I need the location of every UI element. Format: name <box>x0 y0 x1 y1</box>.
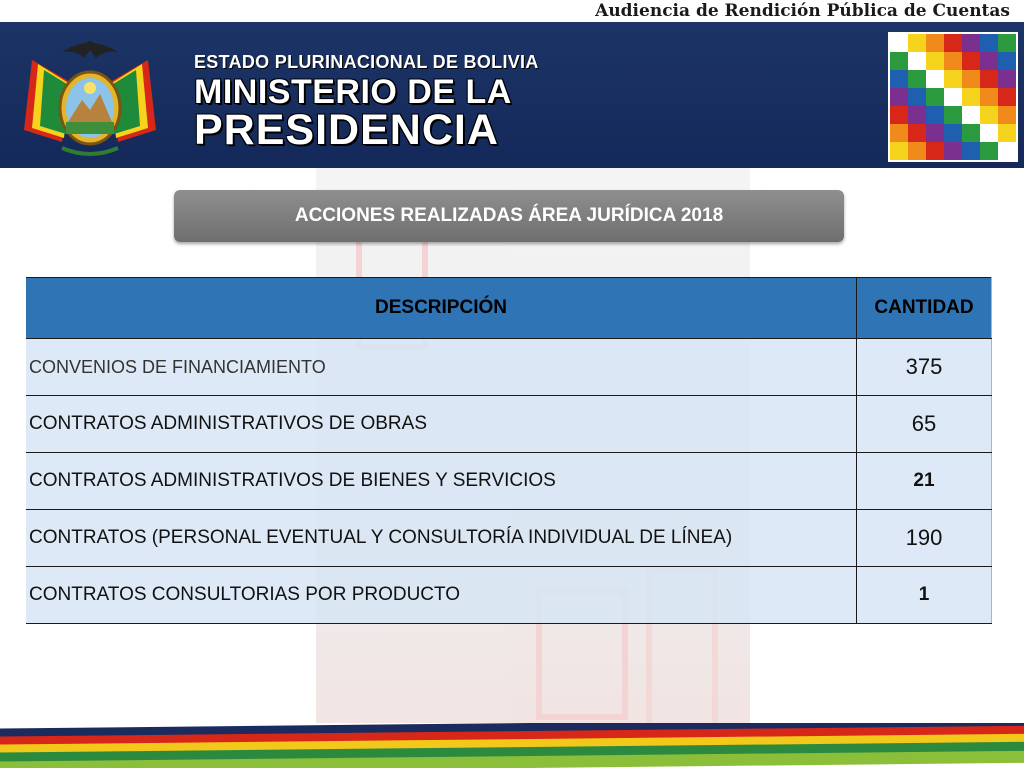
wiphala-cell <box>998 70 1016 88</box>
table-header-row <box>26 278 992 339</box>
ministry-name-line1: MINISTERIO DE LA <box>194 73 512 111</box>
wiphala-cell <box>890 88 908 106</box>
top-strip <box>0 0 1024 22</box>
wiphala-cell <box>962 106 980 124</box>
wiphala-cell <box>908 106 926 124</box>
state-name: ESTADO PLURINACIONAL DE BOLIVIA <box>194 52 539 72</box>
wiphala-cell <box>962 34 980 52</box>
section-title: ACCIONES REALIZADAS ÁREA JURÍDICA 2018 <box>174 190 844 242</box>
wiphala-cell <box>998 52 1016 70</box>
wiphala-cell <box>962 124 980 142</box>
wiphala-cell <box>962 142 980 160</box>
event-title: Audiencia de Rendición Pública de Cuentas <box>595 1 1010 21</box>
wiphala-cell <box>944 88 962 106</box>
row-description: CONTRATOS ADMINISTRATIVOS DE OBRAS <box>26 396 857 453</box>
wiphala-cell <box>908 52 926 70</box>
wiphala-cell <box>944 106 962 124</box>
wiphala-cell <box>980 34 998 52</box>
wiphala-cell <box>962 52 980 70</box>
wiphala-cell <box>890 52 908 70</box>
wiphala-cell <box>998 88 1016 106</box>
row-quantity: 21 <box>857 453 992 510</box>
wiphala-cell <box>926 34 944 52</box>
wiphala-cell <box>998 124 1016 142</box>
wiphala-cell <box>890 142 908 160</box>
row-quantity: 65 <box>857 396 992 453</box>
wiphala-cell <box>980 52 998 70</box>
wiphala-cell <box>962 70 980 88</box>
wiphala-cell <box>962 88 980 106</box>
bolivia-coat-of-arms-icon <box>12 30 168 162</box>
row-description: CONTRATOS (PERSONAL EVENTUAL Y CONSULTORÍA INDIVIDUAL DE LÍNEA) <box>26 510 857 567</box>
table-row <box>26 396 992 453</box>
wiphala-cell <box>998 106 1016 124</box>
wiphala-cell <box>944 142 962 160</box>
table-row <box>26 453 992 510</box>
wiphala-cell <box>944 70 962 88</box>
ministry-name-line2: PRESIDENCIA <box>194 106 499 154</box>
bolivian-flag-footer <box>0 723 1024 768</box>
wiphala-cell <box>908 142 926 160</box>
header-banner <box>0 22 1024 168</box>
wiphala-cell <box>926 142 944 160</box>
wiphala-cell <box>980 88 998 106</box>
wiphala-cell <box>980 124 998 142</box>
wiphala-cell <box>926 106 944 124</box>
row-quantity: 375 <box>857 339 992 396</box>
row-description: CONVENIOS DE FINANCIAMIENTO <box>26 339 857 396</box>
wiphala-cell <box>926 88 944 106</box>
wiphala-cell <box>926 70 944 88</box>
row-quantity: 1 <box>857 567 992 624</box>
wiphala-cell <box>980 70 998 88</box>
wiphala-cell <box>980 106 998 124</box>
wiphala-cell <box>908 124 926 142</box>
wiphala-cell <box>926 52 944 70</box>
wiphala-cell <box>926 124 944 142</box>
wiphala-cell <box>908 70 926 88</box>
wiphala-cell <box>890 106 908 124</box>
wiphala-cell <box>944 34 962 52</box>
wiphala-cell <box>890 124 908 142</box>
wiphala-cell <box>980 142 998 160</box>
table-row <box>26 510 992 567</box>
ministry-logo-text <box>194 52 539 154</box>
row-description: CONTRATOS ADMINISTRATIVOS DE BIENES Y SERVICIOS <box>26 453 857 510</box>
header-cantidad: CANTIDAD <box>857 278 992 339</box>
wiphala-cell <box>944 124 962 142</box>
wiphala-cell <box>944 52 962 70</box>
wiphala-cell <box>998 34 1016 52</box>
actions-table <box>26 277 992 624</box>
row-quantity: 190 <box>857 510 992 567</box>
wiphala-flag-icon <box>888 32 1018 162</box>
header-descripcion: DESCRIPCIÓN <box>26 278 857 339</box>
row-description: CONTRATOS CONSULTORIAS POR PRODUCTO <box>26 567 857 624</box>
wiphala-cell <box>908 34 926 52</box>
table-row <box>26 339 992 396</box>
wiphala-cell <box>908 88 926 106</box>
wiphala-cell <box>890 34 908 52</box>
table-row <box>26 567 992 624</box>
wiphala-cell <box>998 142 1016 160</box>
wiphala-cell <box>890 70 908 88</box>
